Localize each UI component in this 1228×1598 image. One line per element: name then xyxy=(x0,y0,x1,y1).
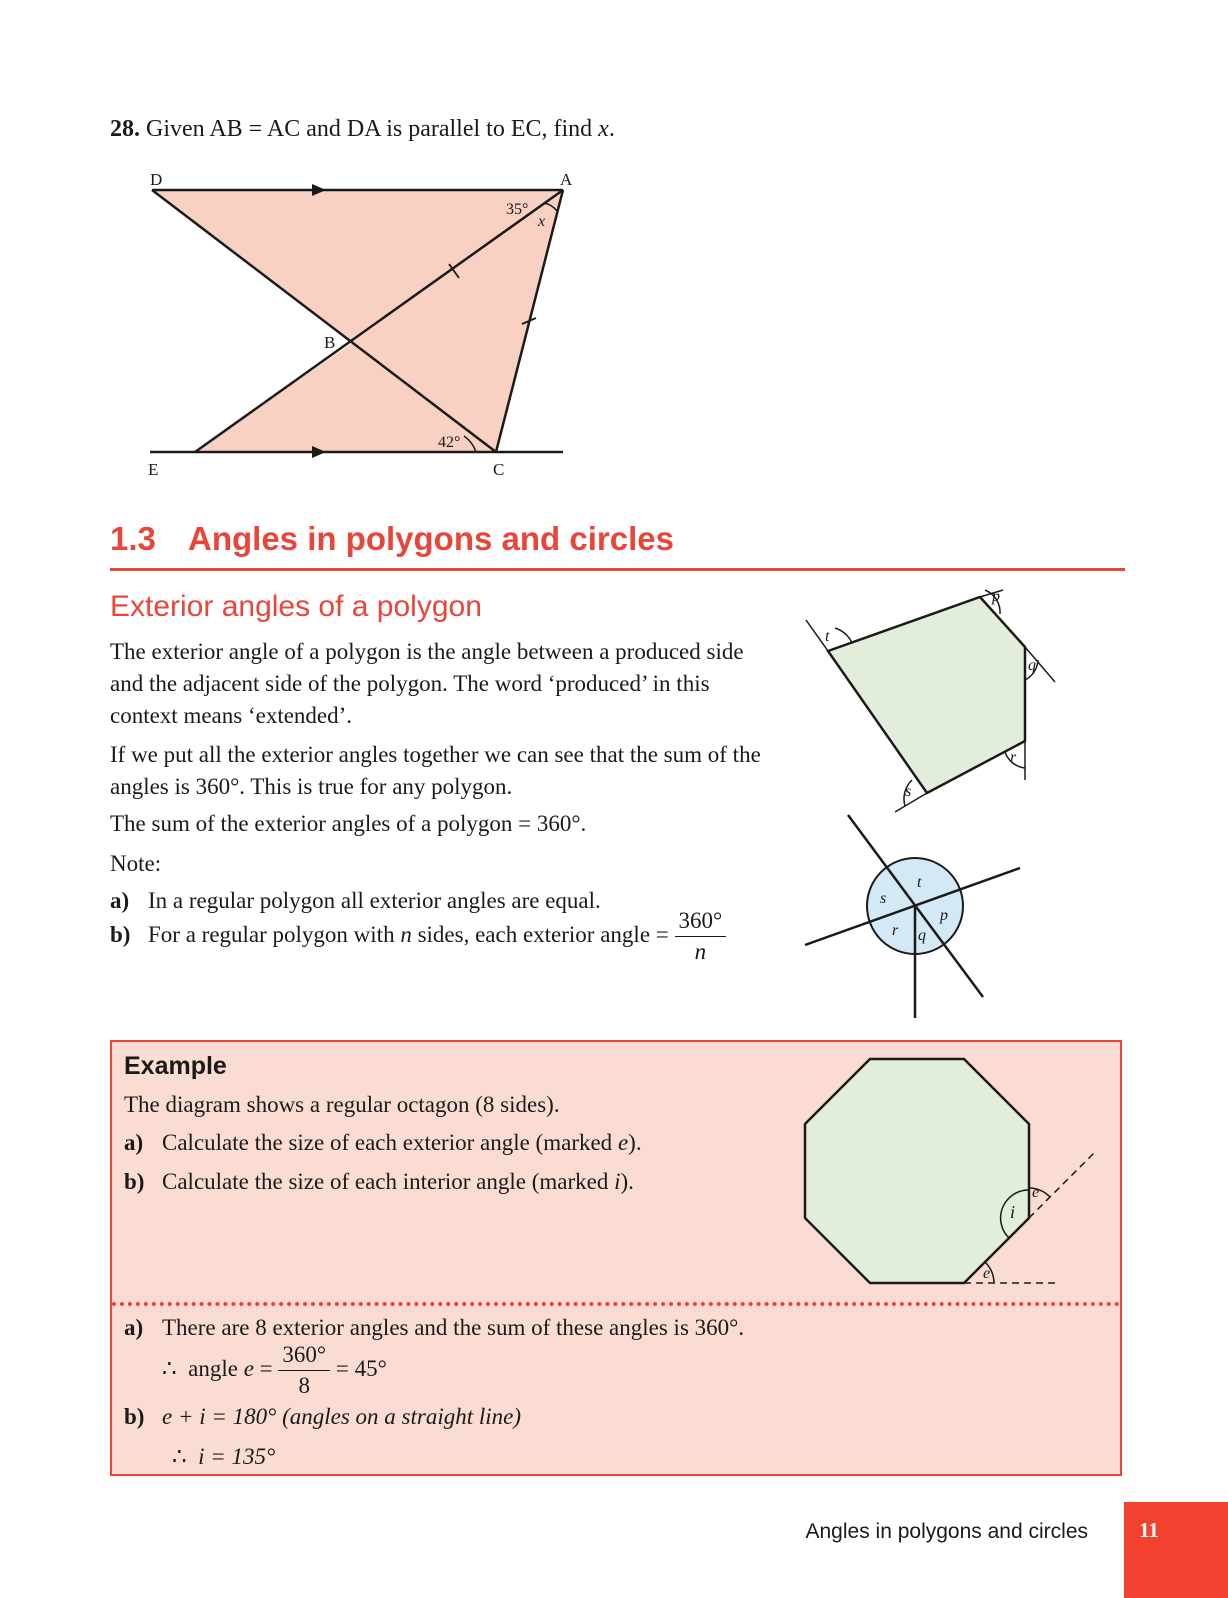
solution-b-result-line xyxy=(172,1444,275,1470)
circle-label-t: t xyxy=(917,874,922,891)
regular-octagon-diagram xyxy=(800,1055,1100,1295)
question-b-text: Calculate the size of each interior angle (marked xyxy=(162,1169,615,1194)
question-a-text: Calculate the size of each exterior angle (marked xyxy=(162,1130,618,1155)
solution-b-result: i = 135° xyxy=(198,1444,276,1469)
section-number: 1.3 xyxy=(110,520,156,557)
subsection-title: Exterior angles of a polygon xyxy=(110,590,482,623)
paragraph-sum: If we put all the exterior angles together we can see that the sum of the angles is 360°. This is true for any polygon. xyxy=(110,742,761,799)
label-d: D xyxy=(150,170,163,189)
question-b-var: i xyxy=(614,1169,621,1194)
question-variable: x xyxy=(598,116,609,142)
item-b-text: For a regular polygon with xyxy=(148,921,401,947)
example-intro: The diagram shows a regular octagon (8 sides). xyxy=(124,1092,560,1117)
question-b-text-end: ). xyxy=(620,1169,634,1194)
circle-label-q: q xyxy=(918,927,926,944)
octagon-label-e-upper: e xyxy=(1032,1184,1040,1201)
label-t: t xyxy=(825,628,830,645)
question-28 xyxy=(110,116,615,143)
label-b: B xyxy=(324,333,336,352)
solution-a-label: a) xyxy=(124,1315,144,1340)
solution-a-equation xyxy=(162,1340,387,1401)
circle-label-r: r xyxy=(892,922,899,939)
solution-b-label: b) xyxy=(124,1404,145,1429)
item-b-text-2: sides, each exterior angle = xyxy=(411,921,669,947)
solution-divider xyxy=(112,1302,1120,1306)
pentagon-shape xyxy=(828,597,1025,793)
therefore-symbol: ∴ xyxy=(162,1355,177,1381)
label-e: E xyxy=(148,460,159,479)
question-a-text-end: ). xyxy=(628,1130,642,1155)
section-title: Angles in polygons and circles xyxy=(188,520,674,557)
item-b-var: n xyxy=(400,921,412,947)
question-text-end: . xyxy=(608,116,615,142)
pentagon-exterior-angles-diagram xyxy=(780,580,1080,820)
note-item-b xyxy=(110,906,726,967)
paragraph-definition: The exterior angle of a polygon is the angle between a produced side and the adjacent side of the polygon. The word ‘produced’ in this context means ‘extended’. xyxy=(110,639,744,728)
item-b-label: b) xyxy=(110,921,131,947)
angle-label-42: 42° xyxy=(438,434,461,451)
exterior-angles-circle-diagram xyxy=(800,812,1030,1022)
angle-label-35: 35° xyxy=(506,201,529,218)
footer-chapter-title: Angles in polygons and circles xyxy=(805,1520,1088,1543)
octagon-label-e-lower: e xyxy=(983,1265,991,1282)
paragraph-rule: The sum of the exterior angles of a polygon = 360°. xyxy=(110,811,587,836)
example-title: Example xyxy=(124,1052,227,1080)
label-a: A xyxy=(560,170,573,189)
question-text: Given AB = AC and DA is parallel to EC, find xyxy=(146,116,599,142)
solution-a-text: There are 8 exterior angles and the sum of these angles is 360°. xyxy=(162,1315,745,1340)
page-number-tab xyxy=(1124,1502,1228,1598)
solution-a xyxy=(124,1315,744,1341)
octagon-label-i: i xyxy=(1010,1202,1016,1222)
example-question-a xyxy=(124,1130,642,1156)
circle-label-s: s xyxy=(880,890,887,907)
solution-fraction-numerator: 360° xyxy=(278,1340,330,1371)
therefore-symbol-b: ∴ xyxy=(172,1444,187,1469)
label-q: q xyxy=(1028,657,1036,674)
item-a-text: In a regular polygon all exterior angles are equal. xyxy=(148,888,601,913)
item-a-label: a) xyxy=(110,888,130,913)
fraction-360-n xyxy=(675,906,727,967)
solution-a-angle-word: angle xyxy=(188,1355,244,1381)
solution-b xyxy=(124,1404,521,1430)
note-label: Note: xyxy=(110,851,162,876)
octagon-shape xyxy=(805,1059,1029,1283)
circle-label-p: p xyxy=(940,907,948,924)
fraction-denominator: n xyxy=(694,939,707,964)
page-number: 11 xyxy=(1139,1518,1159,1542)
fraction-360-8 xyxy=(278,1340,330,1401)
solution-b-text: e + i = 180° (angles on a straight line) xyxy=(162,1404,522,1429)
angle-label-x: x xyxy=(538,213,546,230)
label-r: r xyxy=(1010,749,1017,766)
solution-a-equals: = xyxy=(253,1355,273,1381)
example-question-b xyxy=(124,1169,634,1195)
section-heading xyxy=(110,518,1125,571)
parallel-lines-diagram xyxy=(140,168,580,483)
fraction-numerator: 360° xyxy=(675,906,727,937)
question-b-label: b) xyxy=(124,1169,145,1194)
solution-a-var: e xyxy=(243,1355,254,1381)
label-s: s xyxy=(905,783,912,800)
label-p: p xyxy=(992,588,1000,605)
solution-fraction-denominator: 8 xyxy=(298,1373,310,1398)
solution-a-result: = 45° xyxy=(335,1355,387,1381)
label-c: C xyxy=(493,460,505,479)
question-a-var: e xyxy=(617,1130,629,1155)
arc-t xyxy=(835,628,852,643)
question-a-label: a) xyxy=(124,1130,144,1155)
question-number: 28. xyxy=(110,116,140,142)
